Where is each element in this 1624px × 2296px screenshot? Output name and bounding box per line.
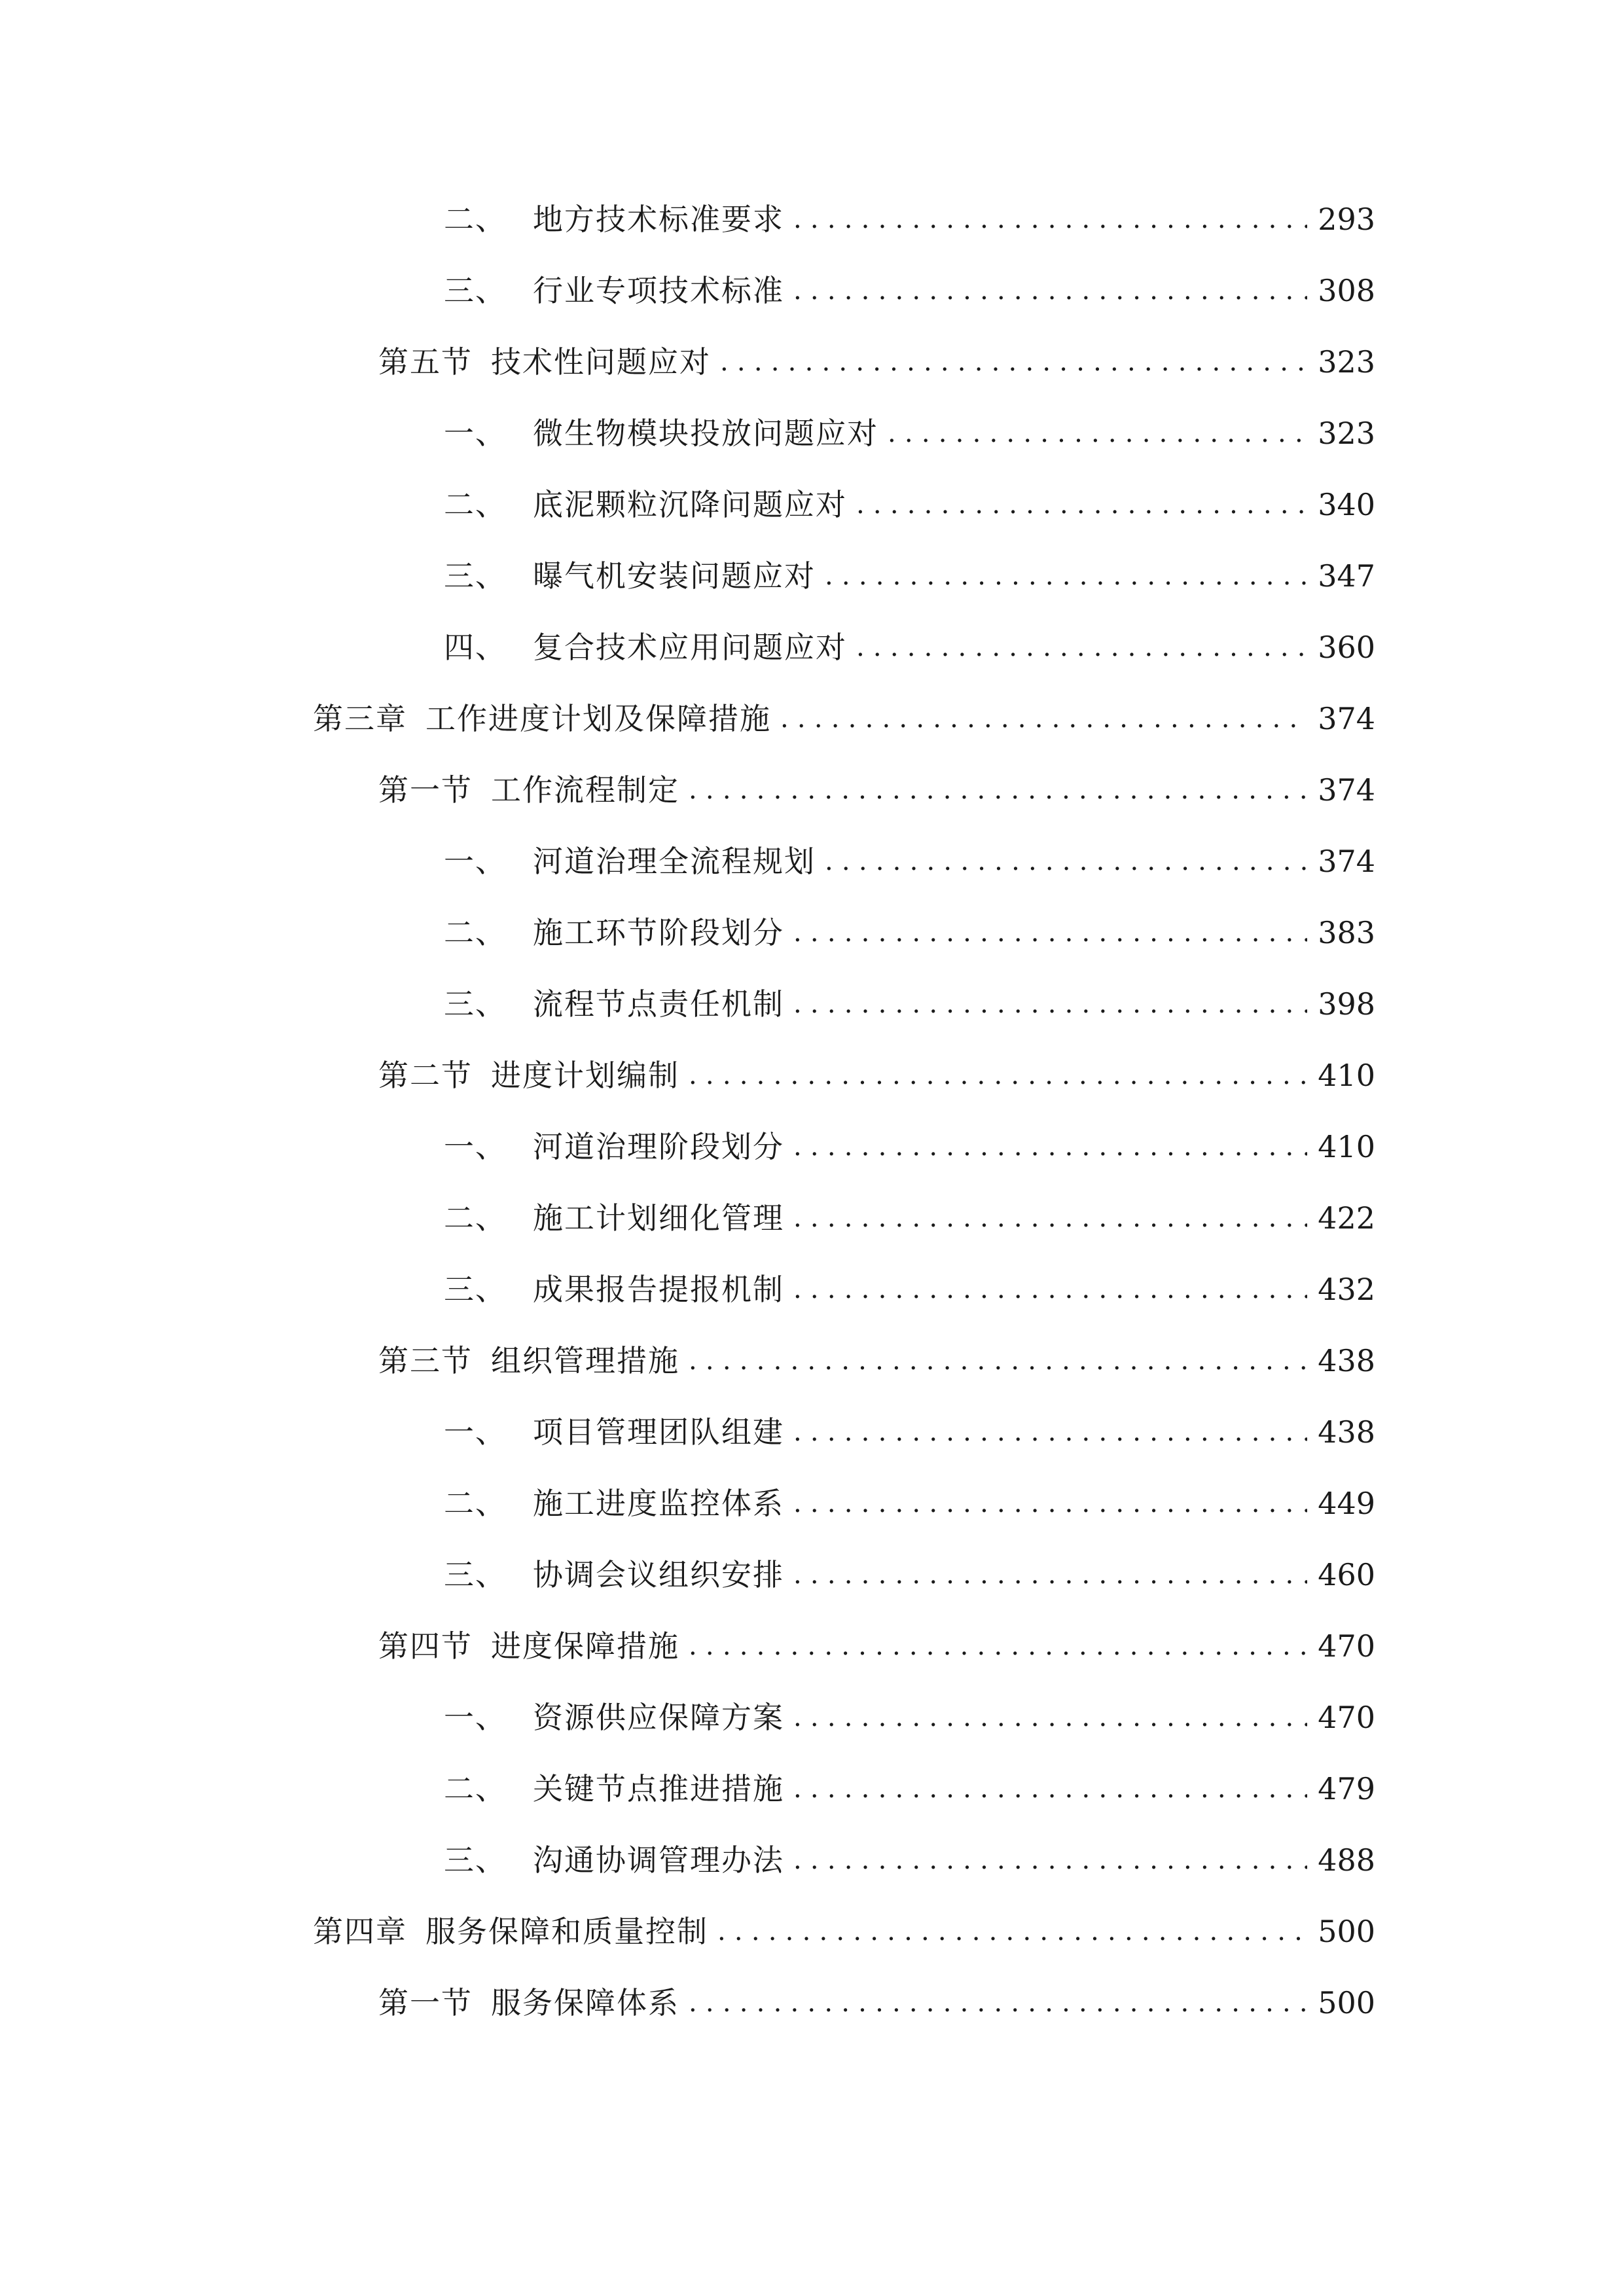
toc-entry-number: 第一节 xyxy=(378,1985,473,2020)
toc-entry-title: 地方技术标准要求 xyxy=(533,202,784,237)
toc-entry-page: 308 xyxy=(1318,273,1375,308)
toc-entry-page: 410 xyxy=(1318,1129,1375,1164)
toc-entry-page: 374 xyxy=(1318,772,1375,808)
toc-dot-leader xyxy=(720,336,1307,388)
toc-entry-title: 技术性问题应对 xyxy=(491,344,711,380)
toc-entry-page: 347 xyxy=(1318,558,1375,594)
toc-dot-leader xyxy=(689,764,1307,816)
toc-entry[interactable] xyxy=(378,1620,1375,1672)
toc-entry[interactable] xyxy=(444,1263,1375,1316)
toc-entry-page: 470 xyxy=(1318,1628,1375,1664)
toc-entry-number: 一、 xyxy=(444,1700,507,1735)
toc-dot-leader xyxy=(689,1977,1307,2029)
toc-entry-number: 一、 xyxy=(444,844,507,879)
toc-entry-title: 沟通协调管理办法 xyxy=(533,1842,784,1878)
toc-entry[interactable] xyxy=(313,1905,1375,1958)
toc-dot-leader xyxy=(717,1905,1307,1958)
toc-entry-title: 行业专项技术标准 xyxy=(533,273,784,308)
toc-entry-page: 432 xyxy=(1318,1272,1375,1307)
toc-entry-page: 323 xyxy=(1318,416,1375,451)
toc-entry-title: 进度保障措施 xyxy=(491,1628,679,1664)
toc-dot-leader xyxy=(689,1335,1307,1387)
toc-entry-page: 500 xyxy=(1318,1914,1375,1949)
toc-entry[interactable] xyxy=(313,692,1375,745)
toc-entry-page: 438 xyxy=(1318,1414,1375,1450)
toc-dot-leader xyxy=(793,1477,1307,1530)
toc-entry-page: 449 xyxy=(1318,1486,1375,1521)
toc-entry-page: 438 xyxy=(1318,1343,1375,1378)
toc-entry[interactable] xyxy=(444,1192,1375,1244)
toc-entry[interactable] xyxy=(444,906,1375,959)
toc-entry-title: 施工计划细化管理 xyxy=(533,1200,784,1236)
toc-entry[interactable] xyxy=(444,621,1375,673)
toc-entry-title: 施工进度监控体系 xyxy=(533,1486,784,1521)
toc-dot-leader xyxy=(793,906,1307,959)
toc-entry[interactable] xyxy=(444,264,1375,317)
toc-dot-leader xyxy=(793,1834,1307,1886)
toc-entry-title: 河道治理全流程规划 xyxy=(533,844,816,879)
toc-entry[interactable] xyxy=(444,1406,1375,1458)
toc-dot-leader xyxy=(793,1192,1307,1244)
toc-entry[interactable] xyxy=(444,1763,1375,1815)
toc-entry-number: 一、 xyxy=(444,1414,507,1450)
toc-entry-number: 第二节 xyxy=(378,1058,473,1093)
toc-entry[interactable] xyxy=(444,1691,1375,1744)
toc-entry-title: 微生物模块投放问题应对 xyxy=(533,416,878,451)
toc-dot-leader xyxy=(856,478,1307,531)
toc-dot-leader xyxy=(856,621,1307,673)
toc-entry[interactable] xyxy=(444,1477,1375,1530)
toc-entry-number: 三、 xyxy=(444,1557,507,1592)
toc-dot-leader xyxy=(793,1121,1307,1173)
toc-entry-number: 三、 xyxy=(444,558,507,594)
toc-dot-leader xyxy=(793,978,1307,1030)
toc-entry-title: 服务保障和质量控制 xyxy=(425,1914,708,1949)
toc-dot-leader xyxy=(825,835,1307,888)
toc-entry[interactable] xyxy=(444,1834,1375,1886)
toc-entry-page: 410 xyxy=(1318,1058,1375,1093)
toc-entry-page: 293 xyxy=(1318,202,1375,237)
toc-entry-title: 工作进度计划及保障措施 xyxy=(425,701,771,736)
toc-entry[interactable] xyxy=(378,1049,1375,1102)
toc-entry-page: 340 xyxy=(1318,487,1375,522)
toc-entry-page: 360 xyxy=(1318,630,1375,665)
toc-entry-number: 第四章 xyxy=(313,1914,407,1949)
toc-entry-number: 一、 xyxy=(444,416,507,451)
toc-entry-page: 374 xyxy=(1318,701,1375,736)
toc-entry-number: 一、 xyxy=(444,1129,507,1164)
toc-entry-page: 398 xyxy=(1318,986,1375,1022)
toc-entry-number: 第一节 xyxy=(378,772,473,808)
toc-entry-title: 底泥颗粒沉降问题应对 xyxy=(533,487,847,522)
toc-entry[interactable] xyxy=(444,407,1375,459)
toc-entry-page: 470 xyxy=(1318,1700,1375,1735)
toc-entry-number: 三、 xyxy=(444,1272,507,1307)
toc-entry-number: 二、 xyxy=(444,1200,507,1236)
toc-entry-page: 479 xyxy=(1318,1771,1375,1806)
toc-entry-page: 422 xyxy=(1318,1200,1375,1236)
toc-entry-page: 500 xyxy=(1318,1985,1375,2020)
toc-entry-number: 三、 xyxy=(444,986,507,1022)
toc-entry[interactable] xyxy=(444,1549,1375,1601)
toc-entry[interactable] xyxy=(444,978,1375,1030)
toc-entry-number: 第三节 xyxy=(378,1343,473,1378)
toc-entry-page: 374 xyxy=(1318,844,1375,879)
toc-entry-number: 三、 xyxy=(444,273,507,308)
toc-entry-title: 项目管理团队组建 xyxy=(533,1414,784,1450)
toc-entry-title: 协调会议组织安排 xyxy=(533,1557,784,1592)
toc-dot-leader xyxy=(793,1263,1307,1316)
toc-entry-number: 二、 xyxy=(444,202,507,237)
toc-dot-leader xyxy=(689,1620,1307,1672)
toc-dot-leader xyxy=(793,1549,1307,1601)
toc-entry-number: 二、 xyxy=(444,1771,507,1806)
toc-entry-page: 488 xyxy=(1318,1842,1375,1878)
toc-dot-leader xyxy=(793,193,1307,245)
toc-entry[interactable] xyxy=(444,550,1375,602)
toc-entry-page: 323 xyxy=(1318,344,1375,380)
toc-entry-number: 二、 xyxy=(444,487,507,522)
toc-entry-number: 四、 xyxy=(444,630,507,665)
toc-dot-leader xyxy=(780,692,1307,745)
toc-entry-number: 二、 xyxy=(444,1486,507,1521)
toc-entry-title: 施工环节阶段划分 xyxy=(533,915,784,950)
toc-entry[interactable] xyxy=(444,1121,1375,1173)
toc-dot-leader xyxy=(825,550,1307,602)
toc-entry-number: 第三章 xyxy=(313,701,407,736)
toc-entry-title: 曝气机安装问题应对 xyxy=(533,558,816,594)
toc-entry-title: 进度计划编制 xyxy=(491,1058,679,1093)
toc-dot-leader xyxy=(689,1049,1307,1102)
toc-entry[interactable] xyxy=(378,336,1375,388)
toc-entry[interactable] xyxy=(378,1977,1375,2029)
toc-entry-page: 383 xyxy=(1318,915,1375,950)
toc-entry-title: 资源供应保障方案 xyxy=(533,1700,784,1735)
toc-dot-leader xyxy=(793,1406,1307,1458)
toc-entry-title: 关键节点推进措施 xyxy=(533,1771,784,1806)
toc-entry[interactable] xyxy=(444,193,1375,245)
toc-entry[interactable] xyxy=(378,1335,1375,1387)
toc-entry-title: 成果报告提报机制 xyxy=(533,1272,784,1307)
toc-entry-page: 460 xyxy=(1318,1557,1375,1592)
toc-entry-title: 组织管理措施 xyxy=(491,1343,679,1378)
toc-entry-number: 三、 xyxy=(444,1842,507,1878)
toc-dot-leader xyxy=(793,1691,1307,1744)
toc-entry[interactable] xyxy=(444,478,1375,531)
toc-entry[interactable] xyxy=(378,764,1375,816)
toc-entry-number: 二、 xyxy=(444,915,507,950)
toc-entry[interactable] xyxy=(444,835,1375,888)
toc-entry-title: 流程节点责任机制 xyxy=(533,986,784,1022)
toc-dot-leader xyxy=(793,1763,1307,1815)
toc-entry-number: 第五节 xyxy=(378,344,473,380)
toc-entry-title: 工作流程制定 xyxy=(491,772,679,808)
toc-dot-leader xyxy=(793,264,1307,317)
toc-entry-title: 河道治理阶段划分 xyxy=(533,1129,784,1164)
toc-entry-title: 复合技术应用问题应对 xyxy=(533,630,847,665)
toc-dot-leader xyxy=(888,407,1307,459)
toc-entry-number: 第四节 xyxy=(378,1628,473,1664)
toc-entry-title: 服务保障体系 xyxy=(491,1985,679,2020)
